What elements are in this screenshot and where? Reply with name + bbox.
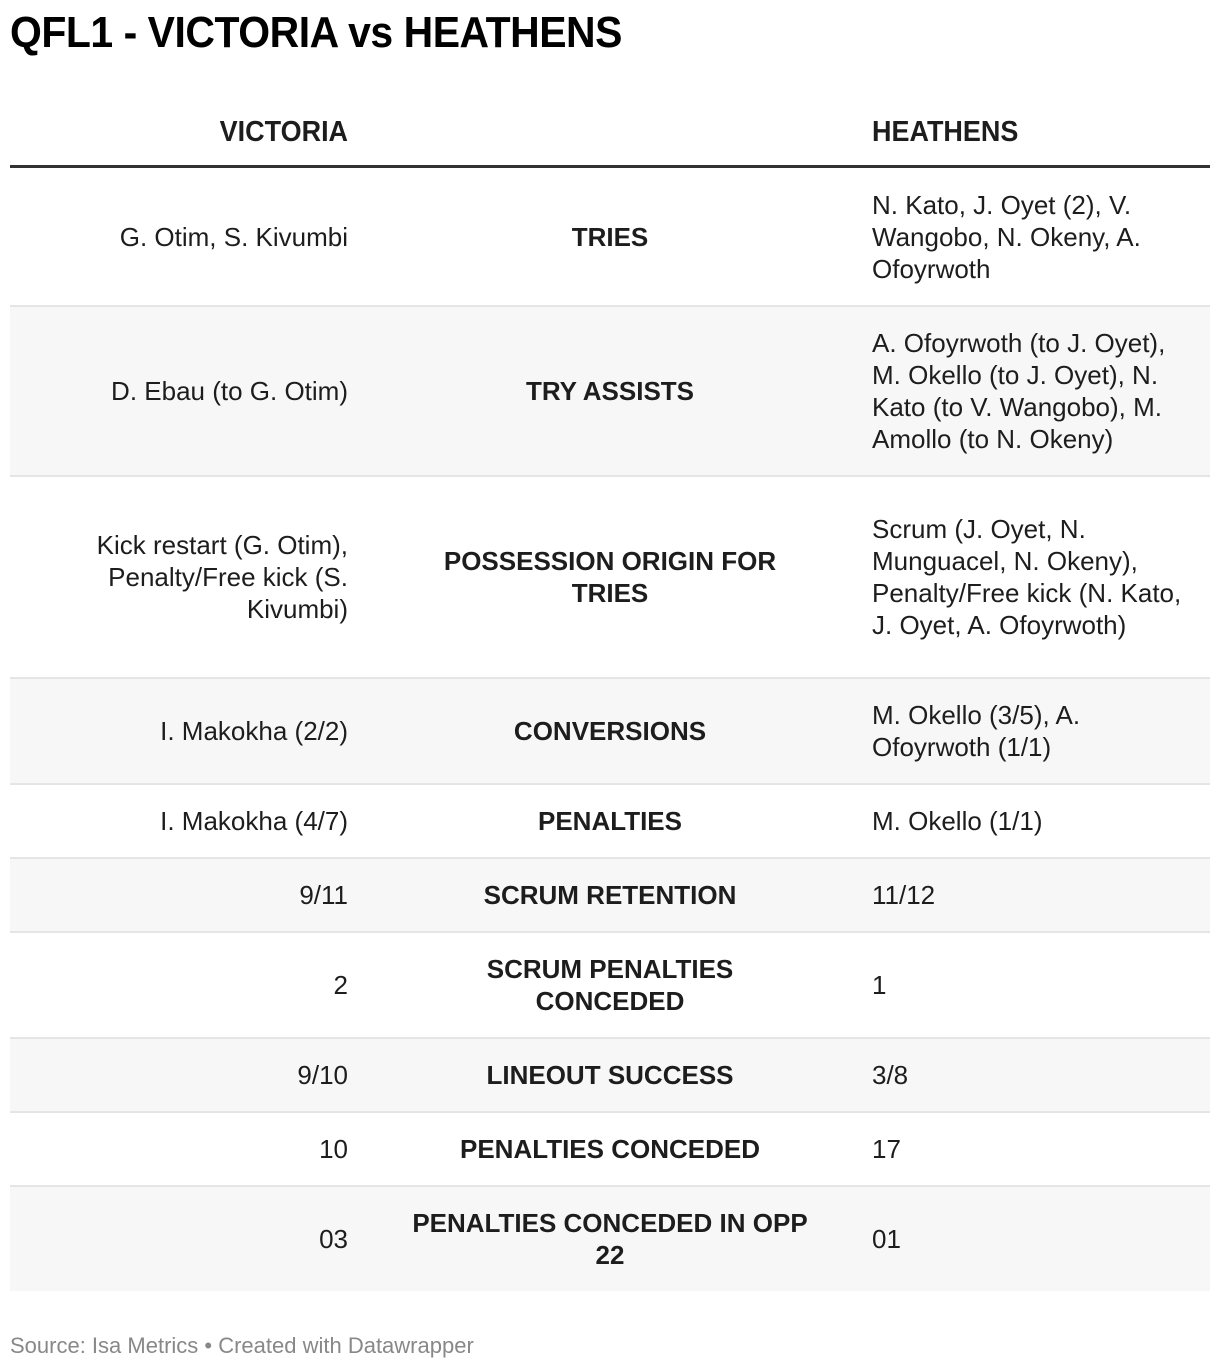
stat-label: SCRUM PENALTIES CONCEDED [486, 954, 734, 1016]
header-victoria: VICTORIA [219, 116, 348, 148]
table-row [10, 679, 1210, 785]
victoria-cell: D. Ebau (to G. Otim) [111, 376, 348, 406]
stat-label: TRIES [571, 221, 649, 252]
stat-label: SCRUM RETENTION [483, 880, 737, 910]
heathens-cell: 01 [872, 1224, 901, 1254]
stat-label: PENALTIES CONCEDED [460, 1134, 760, 1164]
heathens-cell: M. Okello (1/1) [872, 806, 1043, 836]
table-header [10, 96, 1210, 168]
victoria-cell: G. Otim, S. Kivumbi [119, 221, 348, 252]
victoria-cell: 03 [319, 1224, 348, 1254]
table-row [10, 307, 1210, 477]
source-footer: Source: Isa Metrics • Created with Datawrapper [10, 1333, 474, 1358]
stat-label: POSSESSION ORIGIN FOR TRIES [443, 546, 777, 608]
stat-label: PENALTIES [538, 806, 682, 836]
heathens-cell: 1 [872, 970, 887, 1000]
victoria-cell: 9/11 [299, 880, 348, 910]
stat-label: CONVERSIONS [513, 716, 707, 746]
victoria-cell: I. Makokha (2/2) [160, 716, 348, 746]
heathens-cell: A. Ofoyrwoth (to J. Oyet), M. Okello (to J. Oyet), N. Kato (to V. Wangobo), M. Amollo (to N. Okeny) [872, 328, 1166, 454]
victoria-cell: 2 [333, 970, 348, 1000]
victoria-cell: 10 [319, 1134, 348, 1164]
victoria-cell: Kick restart (G. Otim), Penalty/Free kick (S. Kivumbi) [96, 530, 348, 624]
heathens-cell: 3/8 [872, 1060, 909, 1090]
heathens-cell: 17 [872, 1134, 901, 1164]
table-row [10, 1187, 1210, 1291]
heathens-cell: N. Kato, J. Oyet (2), V. Wangobo, N. Okeny, A. Ofoyrwoth [872, 189, 1141, 284]
victoria-cell: 9/10 [297, 1060, 348, 1090]
table-row [10, 168, 1210, 307]
table-row [10, 785, 1210, 859]
heathens-cell: M. Okello (3/5), A. Ofoyrwoth (1/1) [872, 700, 1081, 762]
table-row [10, 477, 1210, 679]
header-heathens: HEATHENS [872, 116, 1019, 148]
page-title: QFL1 - VICTORIA vs HEATHENS [10, 8, 622, 57]
table-row [10, 1039, 1210, 1113]
table-row [10, 933, 1210, 1039]
table-row [10, 859, 1210, 933]
heathens-cell: Scrum (J. Oyet, N. Munguacel, N. Okeny), Penalty/Free kick (N. Kato, J. Oyet, A. Ofoyrwoth) [872, 514, 1182, 640]
table-row [10, 1113, 1210, 1187]
stats-table [10, 96, 1210, 1291]
stat-label: LINEOUT SUCCESS [486, 1060, 734, 1090]
stat-label: TRY ASSISTS [525, 376, 695, 406]
heathens-cell: 11/12 [872, 880, 936, 910]
victoria-cell: I. Makokha (4/7) [160, 806, 348, 836]
stat-label: PENALTIES CONCEDED IN OPP 22 [412, 1208, 808, 1270]
